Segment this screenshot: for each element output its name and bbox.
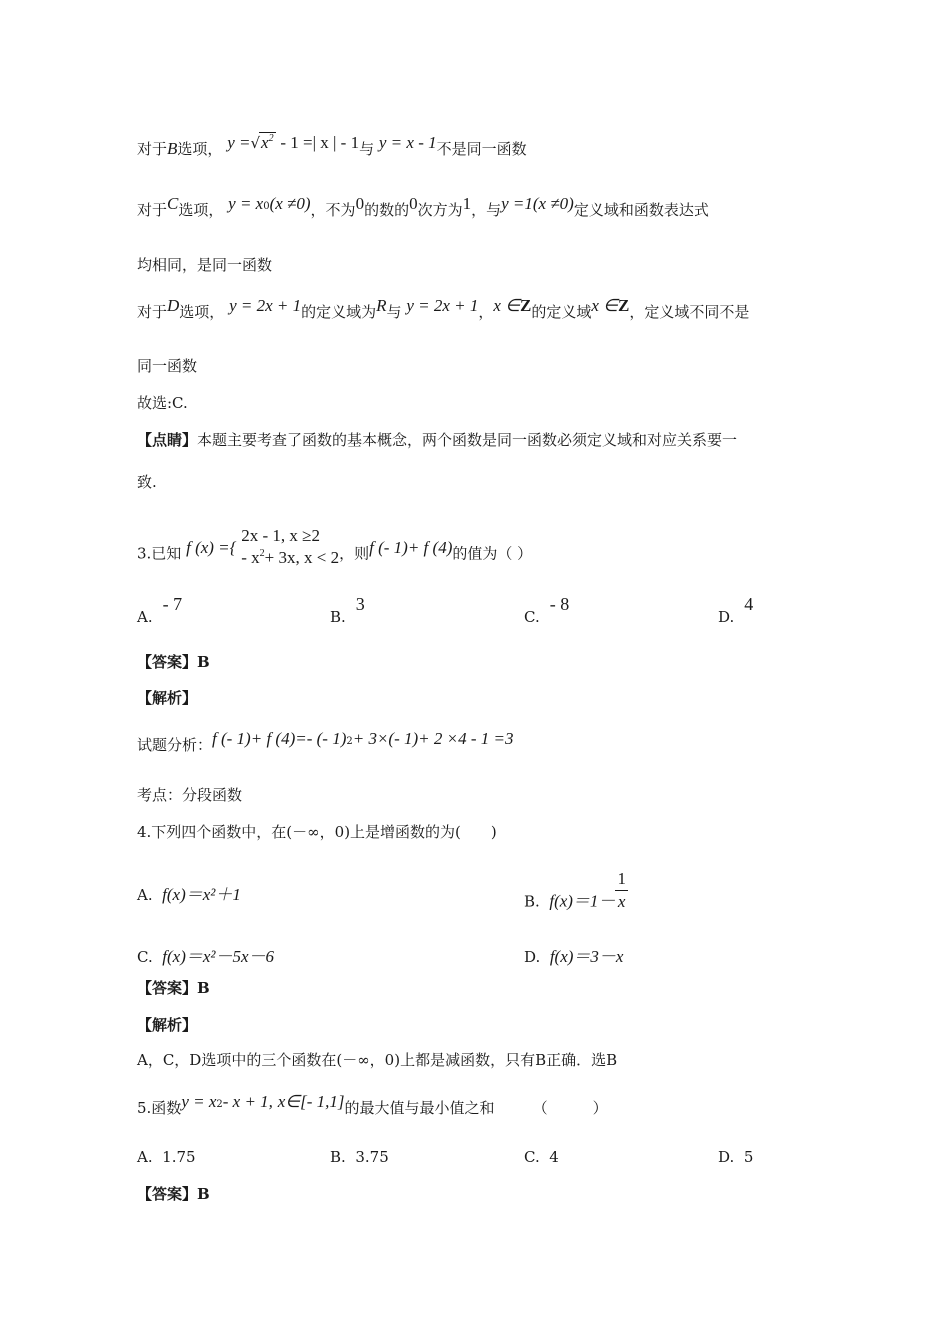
c-zero-1: 0	[355, 194, 365, 213]
d-option-suffix: 选项，	[179, 303, 225, 321]
q3-option-b[interactable]: B.3	[330, 594, 365, 626]
c-formula-a: y = x	[228, 194, 264, 213]
b-and-word: 与	[359, 140, 375, 158]
c-option-suffix: 选项，	[178, 201, 224, 219]
d-formula-a: y = 2x + 1	[229, 296, 302, 315]
b-option-letter: B	[167, 139, 178, 158]
c-option-line	[137, 194, 709, 223]
c-option-letter: C	[167, 194, 179, 213]
q3-piecewise	[241, 525, 339, 572]
b-option-suffix: 选项，	[177, 140, 223, 158]
choose-c: 故选:C.	[137, 394, 188, 412]
q4-answer: 【答案】B	[137, 979, 210, 997]
c-one: 1	[462, 194, 472, 213]
q5-end: 的最大值与最小值之和	[344, 1099, 495, 1117]
q5-option-b[interactable]: B. 3.75	[330, 1148, 389, 1166]
d-text-3: ，	[478, 303, 494, 321]
q3-stem	[137, 526, 533, 578]
q5-number: 5.函数	[137, 1099, 182, 1117]
c-formula-b: y =1(x ≠0)	[501, 194, 574, 213]
q3-analysis	[137, 729, 514, 758]
d-text-1: 的定义域为	[301, 303, 377, 321]
q4-option-b[interactable]: B. f(x)＝1－ $\frac{1}{x}$	[524, 869, 626, 911]
comment-tag: 【点睛】	[137, 431, 198, 449]
q3-case-2: - $x^2+ 3x$, x < 2	[241, 548, 340, 567]
q3-key-point: 考点：分段函数	[137, 786, 243, 804]
d-cond-2: x ∈	[591, 296, 618, 315]
q3-mid: ，则	[339, 544, 370, 563]
q5-formula-a: y = x	[181, 1092, 217, 1111]
c-text-1: ，不为	[310, 201, 356, 219]
q4-analysis-tag: 【解析】	[137, 1016, 198, 1034]
q3-answer: 【答案】B	[137, 653, 210, 671]
q5-paren: （ ）	[532, 1099, 608, 1117]
d-cond-1-set: Z	[520, 296, 532, 315]
comment-text: 本题主要考查了函数的基本概念，两个函数是同一函数必须定义域和对应关系要一	[197, 431, 738, 449]
d-cond-1: x ∈	[493, 296, 521, 315]
q4-analysis: A，C，D选项中的三个函数在(－∞，0)上都是减函数，只有B正确．选B	[137, 1051, 618, 1069]
d-cond-2-set: Z	[617, 296, 630, 315]
q3-fx: f (x) ={	[186, 537, 237, 557]
d-formula-b: y = 2x + 1	[406, 296, 479, 315]
c-text-4: ，与	[471, 201, 502, 219]
b-conclusion: 不是同一函数	[436, 140, 527, 158]
d-option-continuation: 同一函数	[137, 357, 198, 375]
q5-answer: 【答案】B	[137, 1185, 210, 1203]
q5-stem	[137, 1092, 608, 1121]
q3-expr: f (- 1)+ f (4)	[369, 537, 453, 557]
d-text-4: 的定义域	[531, 303, 592, 321]
q3-option-a[interactable]: A.- 7	[137, 594, 183, 626]
comment-line	[137, 430, 737, 450]
q5-formula-b: - x + 1,	[222, 1092, 273, 1111]
q3-analysis-a: f (- 1)+ f (4)=- (- 1)	[212, 729, 347, 748]
q5-option-c[interactable]: C. 4	[524, 1148, 559, 1166]
c-text-3: 次方为	[417, 201, 463, 219]
q3-analysis-exp: 2	[346, 736, 353, 747]
c-text-5: 定义域和函数表达式	[573, 201, 709, 219]
b-option-line: 对于B选项， $y =√x^2 - 1$ =| x | - 1与 y = x - 1不是同一函数	[137, 133, 527, 158]
q3-analysis-prefix: 试题分析：	[137, 736, 213, 754]
q3-option-c[interactable]: C.- 8	[524, 594, 570, 626]
b-option-prefix: 对于	[137, 140, 168, 158]
d-option-line	[137, 296, 750, 322]
q5-option-a[interactable]: A. 1.75	[137, 1148, 196, 1166]
q5-option-d[interactable]: D. 5	[718, 1148, 754, 1166]
q5-formula-exp: 2	[216, 1099, 223, 1110]
b-sqrt-body: $x^2$	[259, 132, 276, 156]
d-option-letter: D	[167, 296, 180, 315]
q4-option-c[interactable]: C. f(x)＝x²－5x－6	[137, 947, 275, 966]
b-formula-rest: - 1 =| x | - 1	[280, 133, 360, 152]
c-option-continuation: 均相同，是同一函数	[137, 256, 273, 274]
comment-continuation: 致.	[137, 473, 157, 491]
q3-number: 3.已知	[137, 544, 182, 563]
q4-option-d[interactable]: D. f(x)＝3－x	[524, 947, 624, 966]
q4-option-a[interactable]: A. f(x)＝x²＋1	[137, 885, 241, 904]
q3-option-d[interactable]: D.4	[718, 594, 754, 626]
q4-stem: 4.下列四个函数中，在(－∞，0)上是增函数的为( )	[137, 823, 497, 841]
q3-case-1: 2x - 1, x ≥2	[241, 526, 320, 545]
c-formula-a-exp: 0	[263, 201, 270, 212]
d-option-prefix: 对于	[137, 303, 168, 321]
q5-cond: x∈[- 1,1]	[277, 1092, 345, 1111]
c-text-2: 的数的	[364, 201, 410, 219]
q3-analysis-tag: 【解析】	[137, 689, 198, 707]
d-text-5: ，定义域不同不是	[629, 303, 750, 321]
q4-option-b-fraction: $\frac{1}{x}$	[617, 869, 626, 911]
c-zero-2: 0	[409, 194, 418, 213]
d-domain-r: R	[376, 296, 387, 315]
b-formula-2: y = x - 1	[378, 133, 437, 152]
b-formula-y: y =	[227, 133, 251, 152]
c-formula-a-cond: (x ≠0)	[269, 194, 311, 213]
d-text-2: 与	[386, 303, 402, 321]
q3-analysis-b: + 3×(- 1)+ 2 ×4 - 1 =3	[352, 729, 514, 748]
q3-end: 的值为（ ）	[452, 544, 533, 563]
c-option-prefix: 对于	[137, 201, 168, 219]
